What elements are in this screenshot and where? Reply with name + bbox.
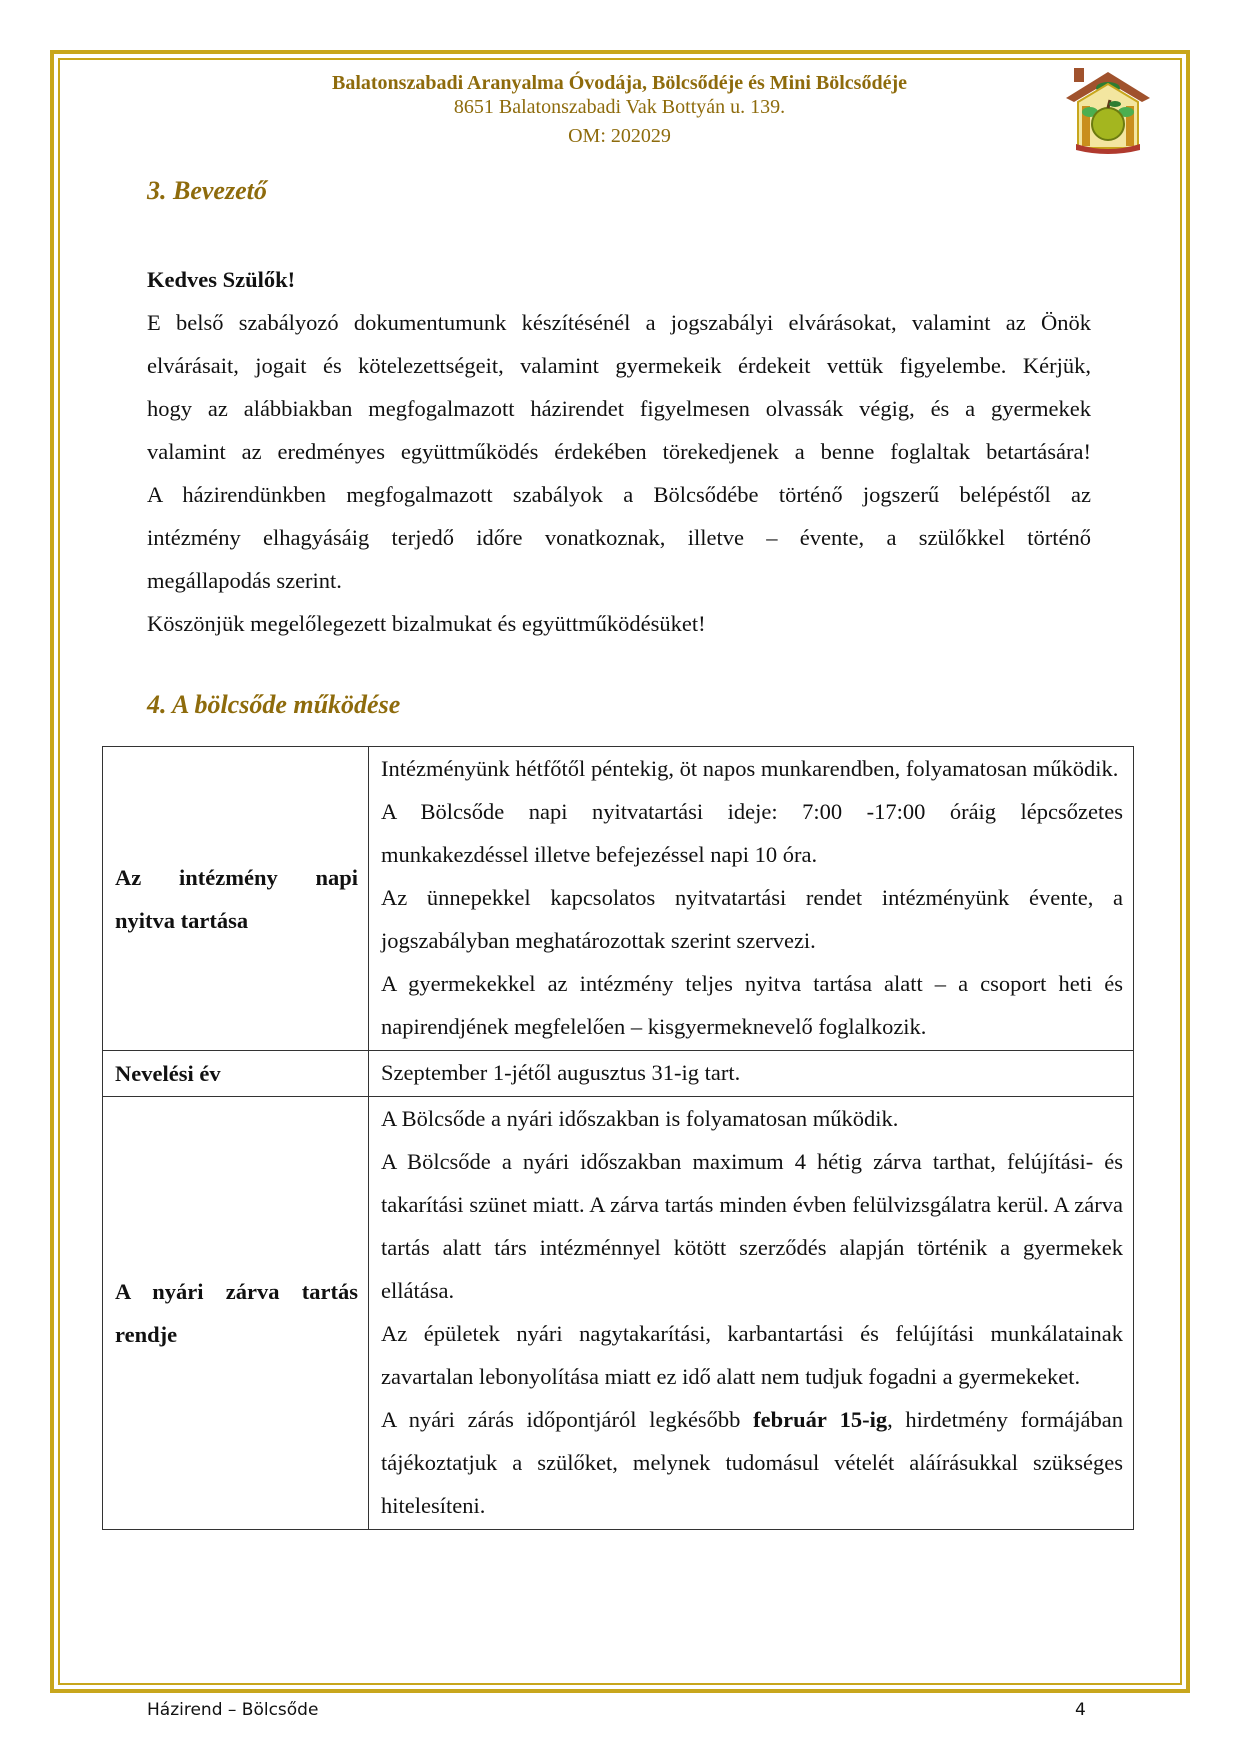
row-paragraph: A Bölcsőde napi nyitvatartási ideje: 7:00 -17:00 óráig lépcsőzetes munkakezdéssel illetve befejezéssel napi 10 óra. xyxy=(381,799,1123,867)
intro-line: megállapodás szerint. xyxy=(147,568,342,593)
row-label: A nyári zárva tartás rendje xyxy=(103,1097,369,1530)
intro-line: E belső szabályozó dokumentumunk készítésénél a jogszabályi elvárásokat, valamint az Önök xyxy=(147,310,1091,335)
row-paragraph: Az ünnepekkel kapcsolatos nyitvatartási rendet intézményünk évente, a jogszabályban meghatározottak szerint szervezi. xyxy=(381,885,1123,953)
notice-text-end: , hirdetmény formájában tájékoztatjuk a szülőket, melynek tudomásul vételét aláírásukkal szükséges hitelesíteni. xyxy=(381,1407,1124,1518)
row-label: Nevelési év xyxy=(103,1051,369,1097)
intro-line: valamint az eredményes együttműködés érdekében törekedjenek a benne foglaltak betartására! xyxy=(147,439,1091,464)
row-paragraph: Az épületek nyári nagytakarítási, karbantartási és felújítási munkálatainak zavartalan lebonyolítása miatt ez idő alatt nem tudjuk fogadni a gyermekeket. xyxy=(381,1321,1123,1389)
institution-om: OM: 202029 xyxy=(568,125,671,147)
row-paragraph: A gyermekekkel az intézmény teljes nyitva tartása alatt – a csoport heti és napirendjének megfelelően – kisgyermeknevelő foglalkozik. xyxy=(381,971,1123,1039)
notice-text: A nyári zárás időpontjáról legkésőbb xyxy=(381,1407,754,1432)
intro-line: A házirendünkben megfogalmazott szabályok a Bölcsődébe történő jogszerű belépéstől az xyxy=(147,482,1091,507)
row-label: Az intézmény napi nyitva tartása xyxy=(103,747,369,1051)
footer-document-name: Házirend – Bölcsőde xyxy=(147,1700,319,1720)
greeting: Kedves Szülők! xyxy=(147,267,296,292)
row-paragraph: A Bölcsőde a nyári időszakban is folyamatosan működik. xyxy=(381,1106,899,1131)
row-content xyxy=(369,747,1134,1051)
institution-name: Balatonszabadi Aranyalma Óvodája, Bölcsődéje és Mini Bölcsődéje xyxy=(332,72,907,94)
intro-line: hogy az alábbiakban megfogalmazott házirendet figyelmesen olvassák végig, és a gyermekek xyxy=(147,396,1091,421)
intro-line: Köszönjük megelőlegezett bizalmukat és együttműködésüket! xyxy=(147,611,706,636)
row-paragraph: A Bölcsőde a nyári időszakban maximum 4 hétig zárva tarthat, felújítási- és takarítási szünet miatt. A zárva tartás minden évben felülvizsgálatra kerül. A zárva tartás alatt társ intézménnyel kötött szerződés alapján történik a gyermekek ellátása. xyxy=(381,1149,1123,1303)
notice-space xyxy=(827,1407,840,1432)
apple-house-logo-icon xyxy=(1060,62,1156,156)
intro-line: intézmény elhagyásáig terjedő időre vonatkoznak, illetve – évente, a szülőkkel történő xyxy=(147,525,1091,550)
notice-bold-month: február xyxy=(753,1407,827,1432)
section-title-introduction: 3. Bevezető xyxy=(147,176,267,205)
row-content xyxy=(369,1097,1134,1530)
footer-page-number: 4 xyxy=(1075,1700,1086,1720)
introduction-text xyxy=(147,258,1091,645)
institution-address: 8651 Balatonszabadi Vak Bottyán u. 139. xyxy=(453,96,786,118)
table-row xyxy=(103,1097,1134,1530)
operation-table xyxy=(102,746,1134,1530)
row-paragraph: Szeptember 1-jétől augusztus 31-ig tart. xyxy=(381,1060,741,1085)
intro-line: elvárásait, jogait és kötelezettségeit, valamint gyermekeik érdekeit vettük figyelembe. Kérjük, xyxy=(147,353,1091,378)
table-row xyxy=(103,747,1134,1051)
row-content xyxy=(369,1051,1134,1097)
section-title-operation: 4. A bölcsőde működése xyxy=(147,690,401,719)
notice-bold-day: 15-ig xyxy=(839,1407,888,1432)
row-paragraph-notice xyxy=(381,1398,1123,1527)
table-row xyxy=(103,1051,1134,1097)
row-paragraph: Intézményünk hétfőtől péntekig, öt napos munkarendben, folyamatosan működik. xyxy=(381,756,1119,781)
